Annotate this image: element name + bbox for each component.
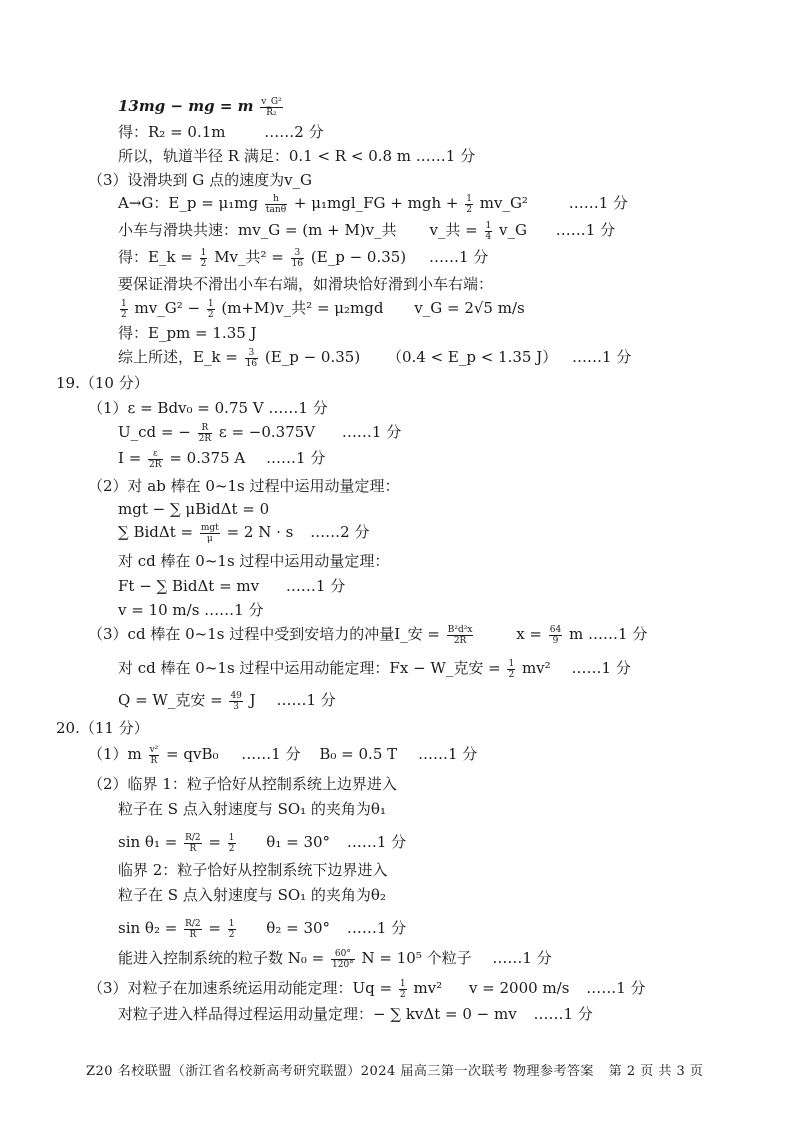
fraction: $\frac{R}{2R}$ (198, 422, 212, 444)
score-text: ……1 分 (276, 691, 336, 709)
question-19-heading: 19.（10 分） (56, 374, 149, 392)
fraction: $\frac{1}{2}$ (228, 918, 235, 940)
page-footer (86, 1062, 703, 1082)
eq-text: (m+M)v_共² = μ₂mgd (221, 299, 384, 317)
eq-line-13: （1）ε = Bdv₀ = 0.75 V ……1 分 (88, 399, 328, 417)
eq-line-33 (118, 948, 552, 970)
eq-text: = (208, 833, 221, 851)
eq-line-10: 得：E_pm = 1.35 J (118, 324, 257, 342)
eq-text: = (208, 919, 221, 937)
eq-text: （0.4 < E_p < 1.35 J） (386, 348, 558, 366)
fraction: $\frac{h}{\tan\theta}$ (265, 193, 287, 215)
footer-text: Z20 名校联盟（浙江省名校新高考研究联盟）2024 届高三第一次联考 物理参考答案 (86, 1064, 595, 1079)
score-text: ……1 分 (586, 979, 646, 997)
eq-text: J (249, 691, 256, 709)
eq-text: sin θ₁ = (118, 833, 178, 851)
eq-text: Mv_共² = (214, 248, 284, 266)
eq-text: mv² (521, 659, 551, 677)
eq-line-3: 所以，轨道半径 R 满足：0.1 < R < 0.8 m ……1 分 (118, 147, 476, 165)
score-text: ……1 分 (266, 449, 326, 467)
fraction: $\frac{1}{2}$ (207, 298, 214, 320)
eq-text: m ……1 分 (569, 625, 648, 643)
eq-line-28: 粒子在 S 点入射速度与 SO₁ 的夹角为θ₁ (118, 800, 386, 818)
eq-line-2 (118, 122, 324, 142)
fraction: $\frac{\text{v²}}{R}$ (149, 744, 159, 766)
score-text: ……1 分 (428, 248, 489, 266)
eq-line-26 (88, 744, 477, 766)
fraction: $\frac{\text{v\_G²}}{\text{R₂}}$ (261, 96, 282, 118)
eq-line-15 (118, 448, 325, 470)
eq-text: x = (516, 625, 542, 643)
eq-line-34 (88, 978, 646, 1000)
eq-line-1 (118, 96, 285, 118)
eq-text: Ft − ∑ BidΔt = mv (118, 577, 260, 595)
eq-line-11 (118, 347, 631, 369)
eq-line-16: （2）对 ab 棒在 0~1s 过程中运用动量定理： (88, 477, 400, 495)
score-text: ……1 分 (346, 919, 407, 937)
fraction: $\frac{64}{9}$ (549, 624, 562, 646)
fraction: $\frac{R/2}{R}$ (185, 918, 201, 940)
fraction: $\frac{R/2}{R}$ (185, 832, 201, 854)
eq-line-31: 粒子在 S 点入射速度与 SO₁ 的夹角为θ₂ (118, 886, 386, 904)
eq-text: 得：R₂ = 0.1m (118, 123, 226, 141)
eq-line-5 (118, 193, 628, 215)
eq-text: （1）m (88, 745, 142, 763)
eq-line-7 (118, 247, 488, 269)
page-number: 第 2 页 共 3 页 (608, 1064, 704, 1079)
fraction: $\frac{1}{2}$ (508, 658, 515, 680)
eq-line-21: v = 10 m/s ……1 分 (118, 601, 264, 619)
eq-text: (E_p − 0.35) (264, 348, 361, 366)
eq-line-22 (88, 624, 647, 646)
fraction: $\frac{\varepsilon}{2R}$ (149, 448, 162, 470)
eq-line-24 (118, 690, 336, 712)
eq-text: 13mg − mg = m (118, 97, 254, 115)
score-text: ……2 分 (264, 123, 324, 141)
eq-text: （3）cd 棒在 0~1s 过程中受到安培力的冲量I_安 = (88, 625, 440, 643)
eq-line-27: （2）临界 1：粒子恰好从控制系统上边界进入 (88, 775, 397, 793)
score-text: ……1 分 (555, 221, 616, 239)
eq-text: mv² (413, 979, 443, 997)
eq-text: （3）对粒子在加速系统运用动能定理：Uq = (88, 979, 393, 997)
eq-text: v_G = 2√5 m/s (414, 299, 525, 317)
eq-line-23 (118, 658, 631, 680)
eq-text: v_共 = (429, 221, 478, 239)
eq-text: I = (118, 449, 142, 467)
eq-line-20 (118, 576, 345, 596)
fraction: $\frac{1}{2}$ (121, 298, 127, 320)
question-20-heading: 20.（11 分） (56, 719, 149, 737)
eq-text: ε = −0.375V (218, 423, 316, 441)
fraction: $\frac{1}{2}$ (228, 832, 235, 854)
score-text: ……1 分 (572, 348, 632, 366)
fraction: $\frac{1}{2}$ (466, 193, 472, 215)
eq-line-17: mgt − ∑ μBidΔt = 0 (118, 500, 270, 518)
eq-text: 得：E_k = (118, 248, 193, 266)
eq-text: = qvB₀ (166, 745, 219, 763)
eq-text: θ₂ = 30° (266, 919, 331, 937)
fraction: $\frac{1}{4}$ (485, 220, 492, 242)
eq-text: v_G (499, 221, 528, 239)
eq-text: A→G：E_p = μ₁mg (118, 194, 259, 212)
score-text: ……1 分 (571, 659, 631, 677)
eq-text: 小车与滑块共速：mv_G = (m + M)v_共 (118, 221, 397, 239)
eq-text: sin θ₂ = (118, 919, 178, 937)
eq-text: 能进入控制系统的粒子数 N₀ = (118, 949, 325, 967)
fraction: $\frac{\text{mgt}}{\mu}$ (200, 522, 219, 544)
fraction: $\frac{49}{3}$ (230, 690, 242, 712)
score-text: ……1 分 (492, 949, 552, 967)
eq-text: ∑ BidΔt = (118, 523, 194, 541)
eq-text: = 2 N · s (226, 523, 294, 541)
eq-line-14 (118, 422, 401, 444)
score-text: ……1 分 (241, 745, 301, 763)
eq-text: θ₁ = 30° (266, 833, 331, 851)
fraction: $\frac{3}{16}$ (291, 247, 304, 269)
eq-text: mv_G² (479, 194, 528, 212)
fraction: $\frac{1}{2}$ (399, 978, 406, 1000)
eq-text: (E_p − 0.35) (310, 248, 407, 266)
eq-line-29 (118, 832, 406, 854)
eq-text: Q = W_克安 = (118, 691, 223, 709)
eq-line-4: （3）设滑块到 G 点的速度为v_G (88, 171, 313, 189)
eq-text: U_cd = − (118, 423, 191, 441)
score-text: ……2 分 (310, 523, 370, 541)
fraction: $\frac{1}{2}$ (200, 247, 207, 269)
eq-line-18 (118, 522, 369, 544)
eq-line-32 (118, 918, 406, 940)
eq-text: 对粒子进入样品得过程运用动量定理：− ∑ kvΔt = 0 − mv (118, 1005, 517, 1023)
eq-text: 对 cd 棒在 0~1s 过程中运用动能定理：Fx − W_克安 = (118, 659, 501, 677)
score-text: ……1 分 (533, 1005, 593, 1023)
eq-text: v = 2000 m/s (468, 979, 570, 997)
fraction: $\frac{\text{B²d²x}}{2R}$ (447, 624, 473, 646)
eq-text: N = 10⁵ 个粒子 (361, 949, 472, 967)
eq-line-6 (118, 220, 615, 242)
eq-line-9 (118, 298, 525, 320)
score-text: ……1 分 (346, 833, 407, 851)
score-text: ……1 分 (568, 194, 629, 212)
eq-text: + μ₁mgl_FG + mgh + (293, 194, 459, 212)
eq-line-30: 临界 2：粒子恰好从控制系统下边界进入 (118, 861, 388, 879)
eq-line-8: 要保证滑块不滑出小车右端，如滑块恰好滑到小车右端： (118, 275, 494, 293)
eq-line-19: 对 cd 棒在 0~1s 过程中运用动量定理： (118, 552, 390, 570)
eq-text: = 0.375 A (169, 449, 246, 467)
eq-line-35 (118, 1004, 593, 1024)
fraction: $\frac{60^\circ}{120^\circ}$ (332, 948, 354, 970)
eq-text: 综上所述，E_k = (118, 348, 238, 366)
score-text: ……1 分 (341, 423, 402, 441)
eq-text: B₀ = 0.5 T (319, 745, 398, 763)
eq-text: mv_G² − (134, 299, 201, 317)
score-text: ……1 分 (285, 577, 346, 595)
fraction: $\frac{3}{16}$ (245, 347, 258, 369)
score-text: ……1 分 (417, 745, 478, 763)
